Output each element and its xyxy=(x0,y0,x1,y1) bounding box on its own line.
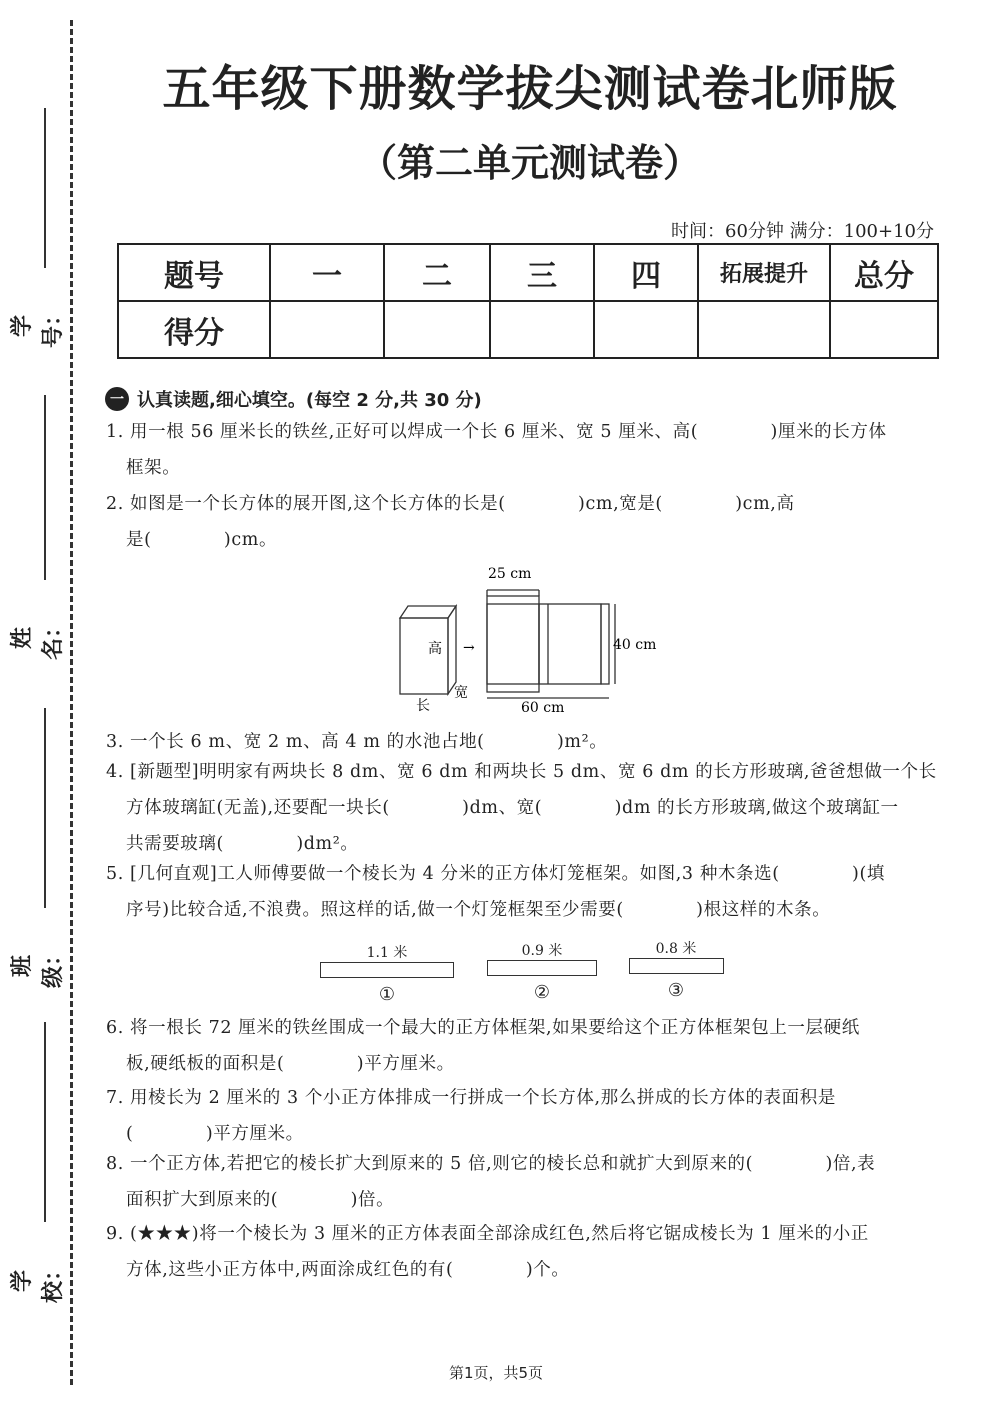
question-8-line-2: 面积扩大到原来的( )倍。 xyxy=(126,1190,395,1210)
cuboid-net-diagram xyxy=(390,560,670,720)
question-6 xyxy=(106,1010,942,1082)
score-cell[interactable] xyxy=(830,301,938,358)
question-5 xyxy=(106,856,942,928)
question-1 xyxy=(106,414,942,486)
question-5-line-1: 5. [几何直观]工人师傅要做一个棱长为 4 分米的正方体灯笼框架。如图,3 种木条选( )(填 xyxy=(106,864,886,884)
stick-3 xyxy=(629,958,724,974)
question-4-line-3: 共需要玻璃( )dm²。 xyxy=(126,834,359,854)
question-8-line-1: 8. 一个正方体,若把它的棱长扩大到原来的 5 倍,则它的棱长总和就扩大到原来的( )倍,表 xyxy=(106,1154,876,1174)
student-id-label: 学号： xyxy=(10,303,66,348)
page-subtitle: （第二单元测试卷） xyxy=(358,141,701,185)
score-table xyxy=(117,243,939,359)
question-4-line-1: 4. [新题型]明明家有两块长 8 dm、宽 6 dm 和两块长 5 dm、宽 6 dm 的长方形玻璃,爸爸想做一个长 xyxy=(106,762,937,782)
right-dimension: 40 cm xyxy=(613,637,657,653)
stick-2-length: 0.9 米 xyxy=(521,943,563,959)
score-cell[interactable] xyxy=(594,301,698,358)
school-line xyxy=(44,1022,46,1222)
net-figure xyxy=(487,590,615,698)
score-col-total: 总分 xyxy=(830,244,938,301)
question-8 xyxy=(106,1146,942,1218)
name-line xyxy=(44,395,46,580)
question-1-line-1: 1. 用一根 56 厘米长的铁丝,正好可以焊成一个长 6 厘米、宽 5 厘米、高( )厘米的长方体 xyxy=(106,422,887,442)
score-col-1: 一 xyxy=(270,244,384,301)
question-4-line-2: 方体玻璃缸(无盖),还要配一块长( )dm、宽( )dm 的长方形玻璃,做这个玻璃缸一 xyxy=(126,798,899,818)
student-id-line xyxy=(44,108,46,268)
page-footer: 第1页，共5页 xyxy=(448,1364,544,1382)
score-cell[interactable] xyxy=(490,301,594,358)
stick-1-length: 1.1 米 xyxy=(366,945,408,961)
height-label: 高 xyxy=(428,641,442,657)
score-cell[interactable] xyxy=(270,301,384,358)
stick-1-number: ① xyxy=(378,984,396,1005)
question-6-line-1: 6. 将一根长 72 厘米的铁丝围成一个最大的正方体框架,如果要给这个正方体框架包上一层硬纸 xyxy=(106,1018,860,1038)
score-col-4: 四 xyxy=(594,244,698,301)
stick-3-length: 0.8 米 xyxy=(655,941,697,957)
stick-3-number: ③ xyxy=(667,980,685,1001)
question-7-line-2: ( )平方厘米。 xyxy=(126,1124,304,1144)
bottom-dimension: 60 cm xyxy=(521,700,565,716)
question-5-line-2: 序号)比较合适,不浪费。照这样的话,做一个灯笼框架至少需要( )根这样的木条。 xyxy=(126,900,831,920)
binding-dashed-line xyxy=(70,20,73,1385)
question-6-line-2: 板,硬纸板的面积是( )平方厘米。 xyxy=(126,1054,455,1074)
question-3-line-1: 3. 一个长 6 m、宽 2 m、高 4 m 的水池占地( )m²。 xyxy=(106,732,608,752)
score-cell[interactable] xyxy=(384,301,490,358)
section-badge: 一 xyxy=(105,387,129,411)
question-7 xyxy=(106,1080,942,1152)
stick-1 xyxy=(320,962,454,978)
question-1-line-2: 框架。 xyxy=(126,458,181,478)
score-table-score-row xyxy=(118,301,938,358)
question-9-line-2: 方体,这些小正方体中,两面涂成红色的有( )个。 xyxy=(126,1260,570,1280)
score-table-header-row xyxy=(118,244,938,301)
question-7-line-1: 7. 用棱长为 2 厘米的 3 个小正方体排成一行拼成一个长方体,那么拼成的长方体的表面积是 xyxy=(106,1088,836,1108)
question-9 xyxy=(106,1216,942,1288)
score-col-2: 二 xyxy=(384,244,490,301)
question-2 xyxy=(106,486,942,558)
question-9-line-1: 9. (★★★)将一个棱长为 3 厘米的正方体表面全部涂成红色,然后将它锯成棱长为 1 厘米的小正 xyxy=(106,1224,869,1244)
stick-2-number: ② xyxy=(533,982,551,1003)
score-cell[interactable] xyxy=(698,301,830,358)
score-col-3: 三 xyxy=(490,244,594,301)
score-row-label: 得分 xyxy=(118,301,270,358)
time-info: 时间：60分钟 满分：100+10分 xyxy=(671,221,934,242)
section-1-title: 认真读题,细心填空。(每空 2 分,共 30 分) xyxy=(137,390,482,411)
section-1-heading xyxy=(105,386,482,412)
width-label: 宽 xyxy=(454,685,468,701)
length-label: 长 xyxy=(416,698,430,714)
question-2-line-2: 是( )cm。 xyxy=(126,530,278,550)
class-label: 班级： xyxy=(10,943,66,988)
stick-2 xyxy=(487,960,597,976)
arrow-icon: → xyxy=(463,640,475,656)
page-title: 五年级下册数学拔尖测试卷北师版 xyxy=(162,61,898,117)
score-col-extension: 拓展提升 xyxy=(698,244,830,301)
name-label: 姓名： xyxy=(10,615,66,660)
top-dimension: 25 cm xyxy=(488,566,532,582)
school-label: 学校： xyxy=(10,1258,66,1303)
question-4 xyxy=(106,754,942,862)
question-2-line-1: 2. 如图是一个长方体的展开图,这个长方体的长是( )cm,宽是( )cm,高 xyxy=(106,494,795,514)
class-line xyxy=(44,708,46,908)
score-col-label: 题号 xyxy=(118,244,270,301)
